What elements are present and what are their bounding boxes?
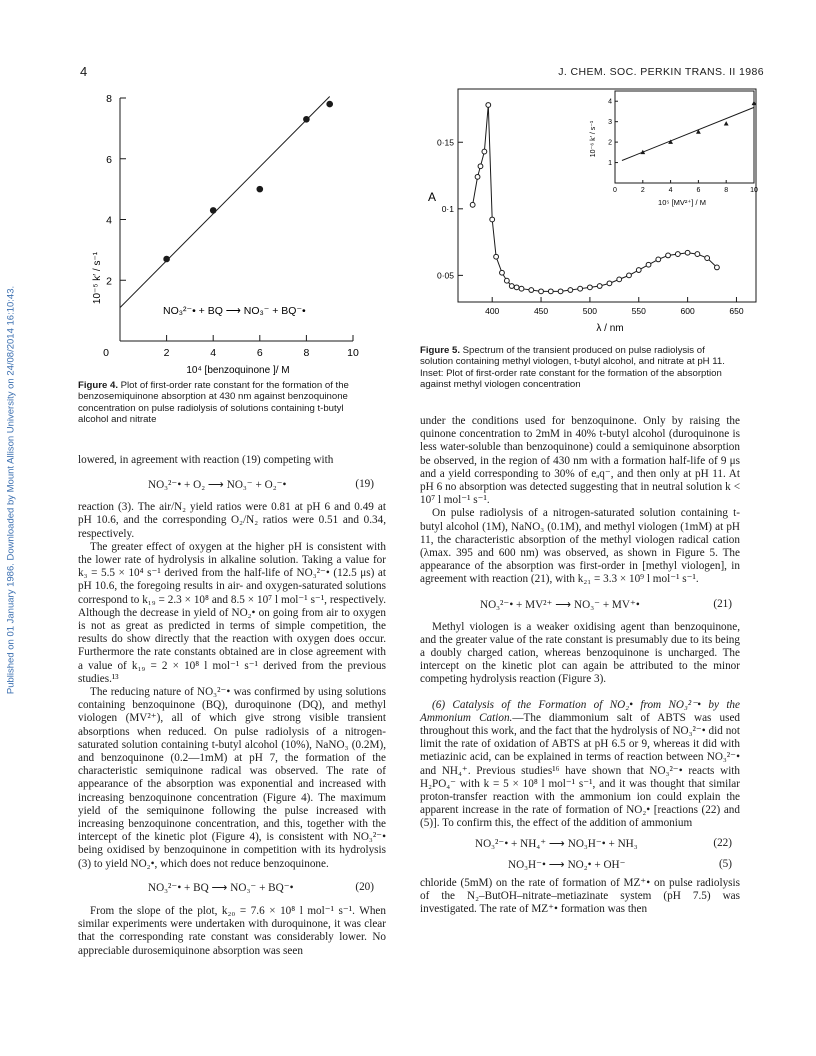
- fig5-data-point: [470, 202, 475, 207]
- fig5-inset: [590, 91, 758, 207]
- fig5-data-point: [627, 273, 632, 278]
- fig5-caption-label: Figure 5.: [420, 345, 460, 356]
- fig5-data-point: [636, 268, 641, 273]
- eq20-number: (20): [355, 880, 374, 893]
- equation-20: [78, 871, 386, 905]
- fig4-xtick-label: 4: [210, 347, 217, 359]
- fig5-data-point: [558, 289, 563, 294]
- left-paragraph-1: lowered, in agreement with reaction (19) competing with: [78, 454, 334, 466]
- fig5-data-point: [666, 253, 671, 258]
- sidebar-text: Published on 01 January 1986. Downloaded by Mount Allison University on 24/08/2014 16:10:43.: [5, 285, 17, 695]
- fig5-ylabel: A: [428, 190, 437, 204]
- fig4-ytick-label: 6: [106, 153, 112, 166]
- right-paragraph-4: [420, 699, 740, 831]
- fig4-xtick-label: 10: [347, 347, 359, 359]
- inset-xtick-label: 0: [613, 187, 617, 194]
- fig4-data-point: [163, 256, 170, 263]
- fig5-data-point: [617, 277, 622, 282]
- fig5-data-point: [529, 288, 534, 293]
- fig4-data-point: [257, 186, 264, 193]
- fig4-xtick-label: 8: [303, 347, 310, 359]
- fig4-caption-label: Figure 4.: [78, 380, 118, 391]
- equation-21: [420, 587, 740, 621]
- fig5-data-point: [568, 288, 573, 293]
- fig4-ytick-label: 8: [106, 93, 112, 105]
- left-paragraph-2: reaction (3). The air/N₂ yield ratios were 0.81 at pH 6 and 0.49 at pH 10.6, and the corresponding O₂/N₂ ratios were 0.51 and 0.34, respectively.: [78, 501, 386, 540]
- fig4-fit-line: [120, 96, 330, 307]
- inset-xlabel: 10⁵ [MV²⁺] / M: [658, 198, 706, 207]
- fig5-data-point: [475, 174, 480, 179]
- fig5-data-point: [514, 285, 519, 290]
- fig5-data-point: [675, 252, 680, 257]
- eq22-number: (22): [713, 836, 732, 849]
- fig5-data-point: [646, 262, 651, 267]
- right-column: [420, 415, 740, 916]
- fig5-data-point: [490, 217, 495, 222]
- fig5-data-point: [588, 285, 593, 290]
- fig5-data-point: [705, 256, 710, 261]
- fig5-xtick-label: 550: [631, 306, 646, 316]
- inset-ytick-label: 2: [608, 139, 612, 147]
- figure-4-chart: [78, 90, 378, 375]
- figure-5-chart: [418, 83, 758, 335]
- inset-xtick-label: 2: [640, 187, 645, 194]
- fig5-data-point: [482, 149, 487, 154]
- figure-5-caption: [420, 345, 740, 391]
- inset-ytick-label: 4: [608, 98, 612, 106]
- eq20-text: NO₃²⁻• + BQ ⟶ NO₃⁻ + BQ⁻•: [148, 881, 294, 894]
- fig5-data-point: [578, 286, 583, 291]
- fig5-caption-text: Spectrum of the transient produced on pulse radiolysis of solution containing methyl viologen, t-butyl alcohol, and nitrate at pH 11. Inset: Plot of first-order rate constant for the formation of the absorption against methyl viologen concentration: [420, 345, 725, 391]
- fig5-data-point: [548, 289, 553, 294]
- fig5-xtick-label: 650: [729, 306, 744, 316]
- fig4-xtick-label: 0: [103, 347, 109, 359]
- figure-4-caption: [78, 380, 376, 426]
- fig5-ytick-label: 0·05: [436, 270, 454, 281]
- fig5-data-point: [494, 254, 499, 259]
- fig5-data-point: [695, 252, 700, 257]
- fig5-data-point: [597, 284, 602, 289]
- fig4-ytick-label: 2: [106, 275, 112, 288]
- fig5-xtick-label: 600: [680, 306, 695, 316]
- fig4-data-point: [210, 207, 217, 214]
- fig5-data-point: [607, 281, 612, 286]
- fig4-xlabel: 10⁴ [benzoquinone ]/ M: [186, 365, 290, 375]
- fig5-ytick-label: 0·1: [441, 203, 454, 214]
- inset-xtick-label: 10: [750, 187, 758, 194]
- right-paragraph-3: Methyl viologen is a weaker oxidising agent than benzoquinone, and the greater value of the rate constant is presumably due to its being a doubly charged cation, whereas benzoquinone is uncharged. The intercept on the kinetic plot can again be attributed to the minor competing hydrolysis reaction (Figure 3).: [420, 620, 740, 686]
- fig5-data-point: [519, 286, 524, 291]
- eq21-number: (21): [713, 597, 732, 610]
- equation-19: [78, 467, 386, 501]
- fig4-xtick-label: 2: [163, 347, 170, 359]
- fig5-data-point: [509, 284, 514, 289]
- fig5-data-point: [486, 103, 491, 108]
- left-paragraph-4: The reducing nature of NO₃²⁻• was confirmed by using solutions containing benzoquinone (BQ), duroquinone (DQ), and methyl viologen (MV²⁺), all of which give strong visible transient absorptions when reduced. On pulse radiolysis of a nitrogen-saturated solution containing t-butyl alcohol (10%), NaNO₃ (0.2M), and benzoquinone (0.2—1mM) at pH 7, the formation of the characteristic semiquinone radical was observed. The rate of appearance of the absorption was exponential and increased with increasing benzoquinone concentration (Figure 4). The maximum yield of the semiquinone following the pulse increased with increasing benzoquinone concentration, and this, together with the intercept of the kinetic plot (Figure 4), is consistent with NO₃²⁻• being oxidised by benzoquinone in competition with its hydrolysis (3) to yield NO₂•, which does not reduce benzoquinone.: [78, 686, 386, 870]
- left-column: [78, 454, 386, 958]
- right-paragraph-2: On pulse radiolysis of a nitrogen-saturated solution containing t-butyl alcohol (1M), NaNO₃ (0.1M), and methyl viologen (1mM) at pH 11, the characteristic absorption of the methyl viologen radical cation (λmax. 395 and 600 nm) was observed, as shown in Figure 5. The appearance of the absorption was first-order in [methyl viologen], in agreement with reaction (21), with k₂₁ = 3.3 × 10⁹ l mol⁻¹ s⁻¹.: [420, 507, 740, 586]
- publication-sidebar: [2, 150, 20, 830]
- fig5-data-point: [715, 265, 720, 270]
- right-paragraph-1: under the conditions used for benzoquinone. Only by raising the quinone concentration to 2mM in 40% t-butyl alcohol (duroquinone is less water-soluble than benzoquinone) could a semiquinone absorption be observed, in the region of 430 nm with a formation half-life of 9 μs and a yield corresponding to 30% of eₐq⁻, and then only at pH 11. At pH 6 no absorption was detected suggesting that in neutral solution k < 10⁷ l mol⁻¹ s⁻¹.: [420, 415, 740, 507]
- fig5-data-point: [685, 250, 690, 255]
- inset-xtick-label: 6: [696, 187, 701, 194]
- equations-22-5: [420, 831, 740, 877]
- left-paragraph-5: From the slope of the plot, k₂₀ = 7.6 × 10⁸ l mol⁻¹ s⁻¹. When similar experiments were undertaken with duroquinone, it was clear that the corresponding rate constant was considerably lower. No appreciable durosemiquinone absorption was seen: [78, 904, 386, 957]
- fig5-data-point: [539, 289, 544, 294]
- fig5-xtick-label: 400: [485, 306, 500, 316]
- eq22-text: NO₃²⁻• + NH₄⁺ ⟶ NO₃H⁻• + NH₃: [475, 837, 638, 850]
- section-6-heading: (6) Catalysis of the Formation of NO₂• from NO₃²⁻• by the Ammonium Cation.: [420, 698, 740, 724]
- fig4-ytick-label: 4: [106, 214, 112, 227]
- eq21-text: NO₃²⁻• + MV²⁺ ⟶ NO₃⁻ + MV⁺•: [480, 598, 640, 611]
- fig5-ytick-label: 0·15: [436, 137, 454, 148]
- eq19-number: (19): [355, 478, 374, 491]
- section-6-text: —The diammonium salt of ABTS was used throughout this work, and the fact that the hydrolysis of NO₃²⁻• did not limit the rate of oxidation of ABTS at pH 6.5 or 9, whereas it did with metiazinic acid, can be explained in terms of reaction between NO₃²⁻• and NH₄⁺. Previous studies¹⁶ have shown that NO₃²⁻• reacts with H₂PO₄⁻ with k = 5 × 10⁸ l mol⁻¹ s⁻¹, and it was thought that similar proton-transfer reaction with the ammonium ion could explain the apparent increase in the rate of formation of NO₂• [reactions (22) and (5)]. To confirm this, the effect of the addition of ammonium: [420, 711, 741, 830]
- fig5-xlabel: λ / nm: [596, 323, 624, 334]
- fig5-xtick-label: 450: [533, 306, 549, 316]
- fig5-data-point: [656, 257, 661, 262]
- fig4-data-point: [303, 116, 310, 123]
- fig5-data-point: [478, 164, 483, 169]
- eq5-number: (5): [718, 857, 732, 870]
- inset-ytick-label: 1: [608, 160, 612, 168]
- inset-ylabel: 10⁻⁶ k′ / s⁻¹: [590, 120, 597, 158]
- fig4-xtick-label: 6: [256, 347, 263, 359]
- fig5-data-point: [500, 270, 505, 275]
- inset-ytick-label: 3: [608, 119, 612, 127]
- fig4-data-point: [326, 101, 333, 108]
- right-paragraph-5: chloride (5mM) on the rate of formation of MZ⁺• on pulse radiolysis of the N₂–ButOH–nitrate–metiazinate system (pH 7.5) was investigated. The rate of MZ⁺• formation was then: [420, 876, 740, 916]
- page-number: 4: [80, 64, 88, 79]
- fig5-data-point: [504, 278, 509, 283]
- left-paragraph-3: The greater effect of oxygen at the higher pH is consistent with the lower rate of hydrolysis in alkaline solution. Taking a value for k₃ = 5.5 × 10⁴ s⁻¹ derived from the half-life of NO₃²⁻• (12.5 μs) at pH 10.6, the foregoing results in air- and oxygen-saturated solutions correspond to k₁₉ = 2.3 × 10⁸ and 8.5 × 10⁷ l mol⁻¹ s⁻¹, respectively. Although the decrease in yield of NO₂• on going from air to oxygen is not as great as predicted in terms of simple competition, the results do show directly that the reaction with oxygen does occur. Furthermore the rate constants obtained are in close agreement with a value of k₁₉ = 2 × 10⁸ l mol⁻¹ s⁻¹ derived from the previous studies.¹³: [78, 540, 386, 685]
- eq5-text: NO₃H⁻• ⟶ NO₂• + OH⁻: [508, 858, 626, 871]
- eq19-text: NO₃²⁻• + O₂ ⟶ NO₃⁻ + O₂⁻•: [148, 479, 287, 492]
- fig4-caption-text: Plot of first-order rate constant for the formation of the benzosemiquinone absorption at 430 nm against benzoquinone concentration on pulse radiolysis of solutions containing t-butyl alcohol and nitrate: [78, 380, 349, 426]
- journal-header: J. CHEM. SOC. PERKIN TRANS. II 1986: [558, 66, 764, 78]
- inset-xtick-label: 4: [668, 187, 673, 194]
- fig4-reaction-label: NO₃²⁻• + BQ ⟶ NO₃⁻ + BQ⁻•: [163, 305, 306, 317]
- fig5-xtick-label: 500: [582, 306, 597, 316]
- fig4-ylabel: 10⁻⁵ k′ / s⁻¹: [92, 251, 103, 305]
- inset-xtick-label: 8: [724, 187, 729, 194]
